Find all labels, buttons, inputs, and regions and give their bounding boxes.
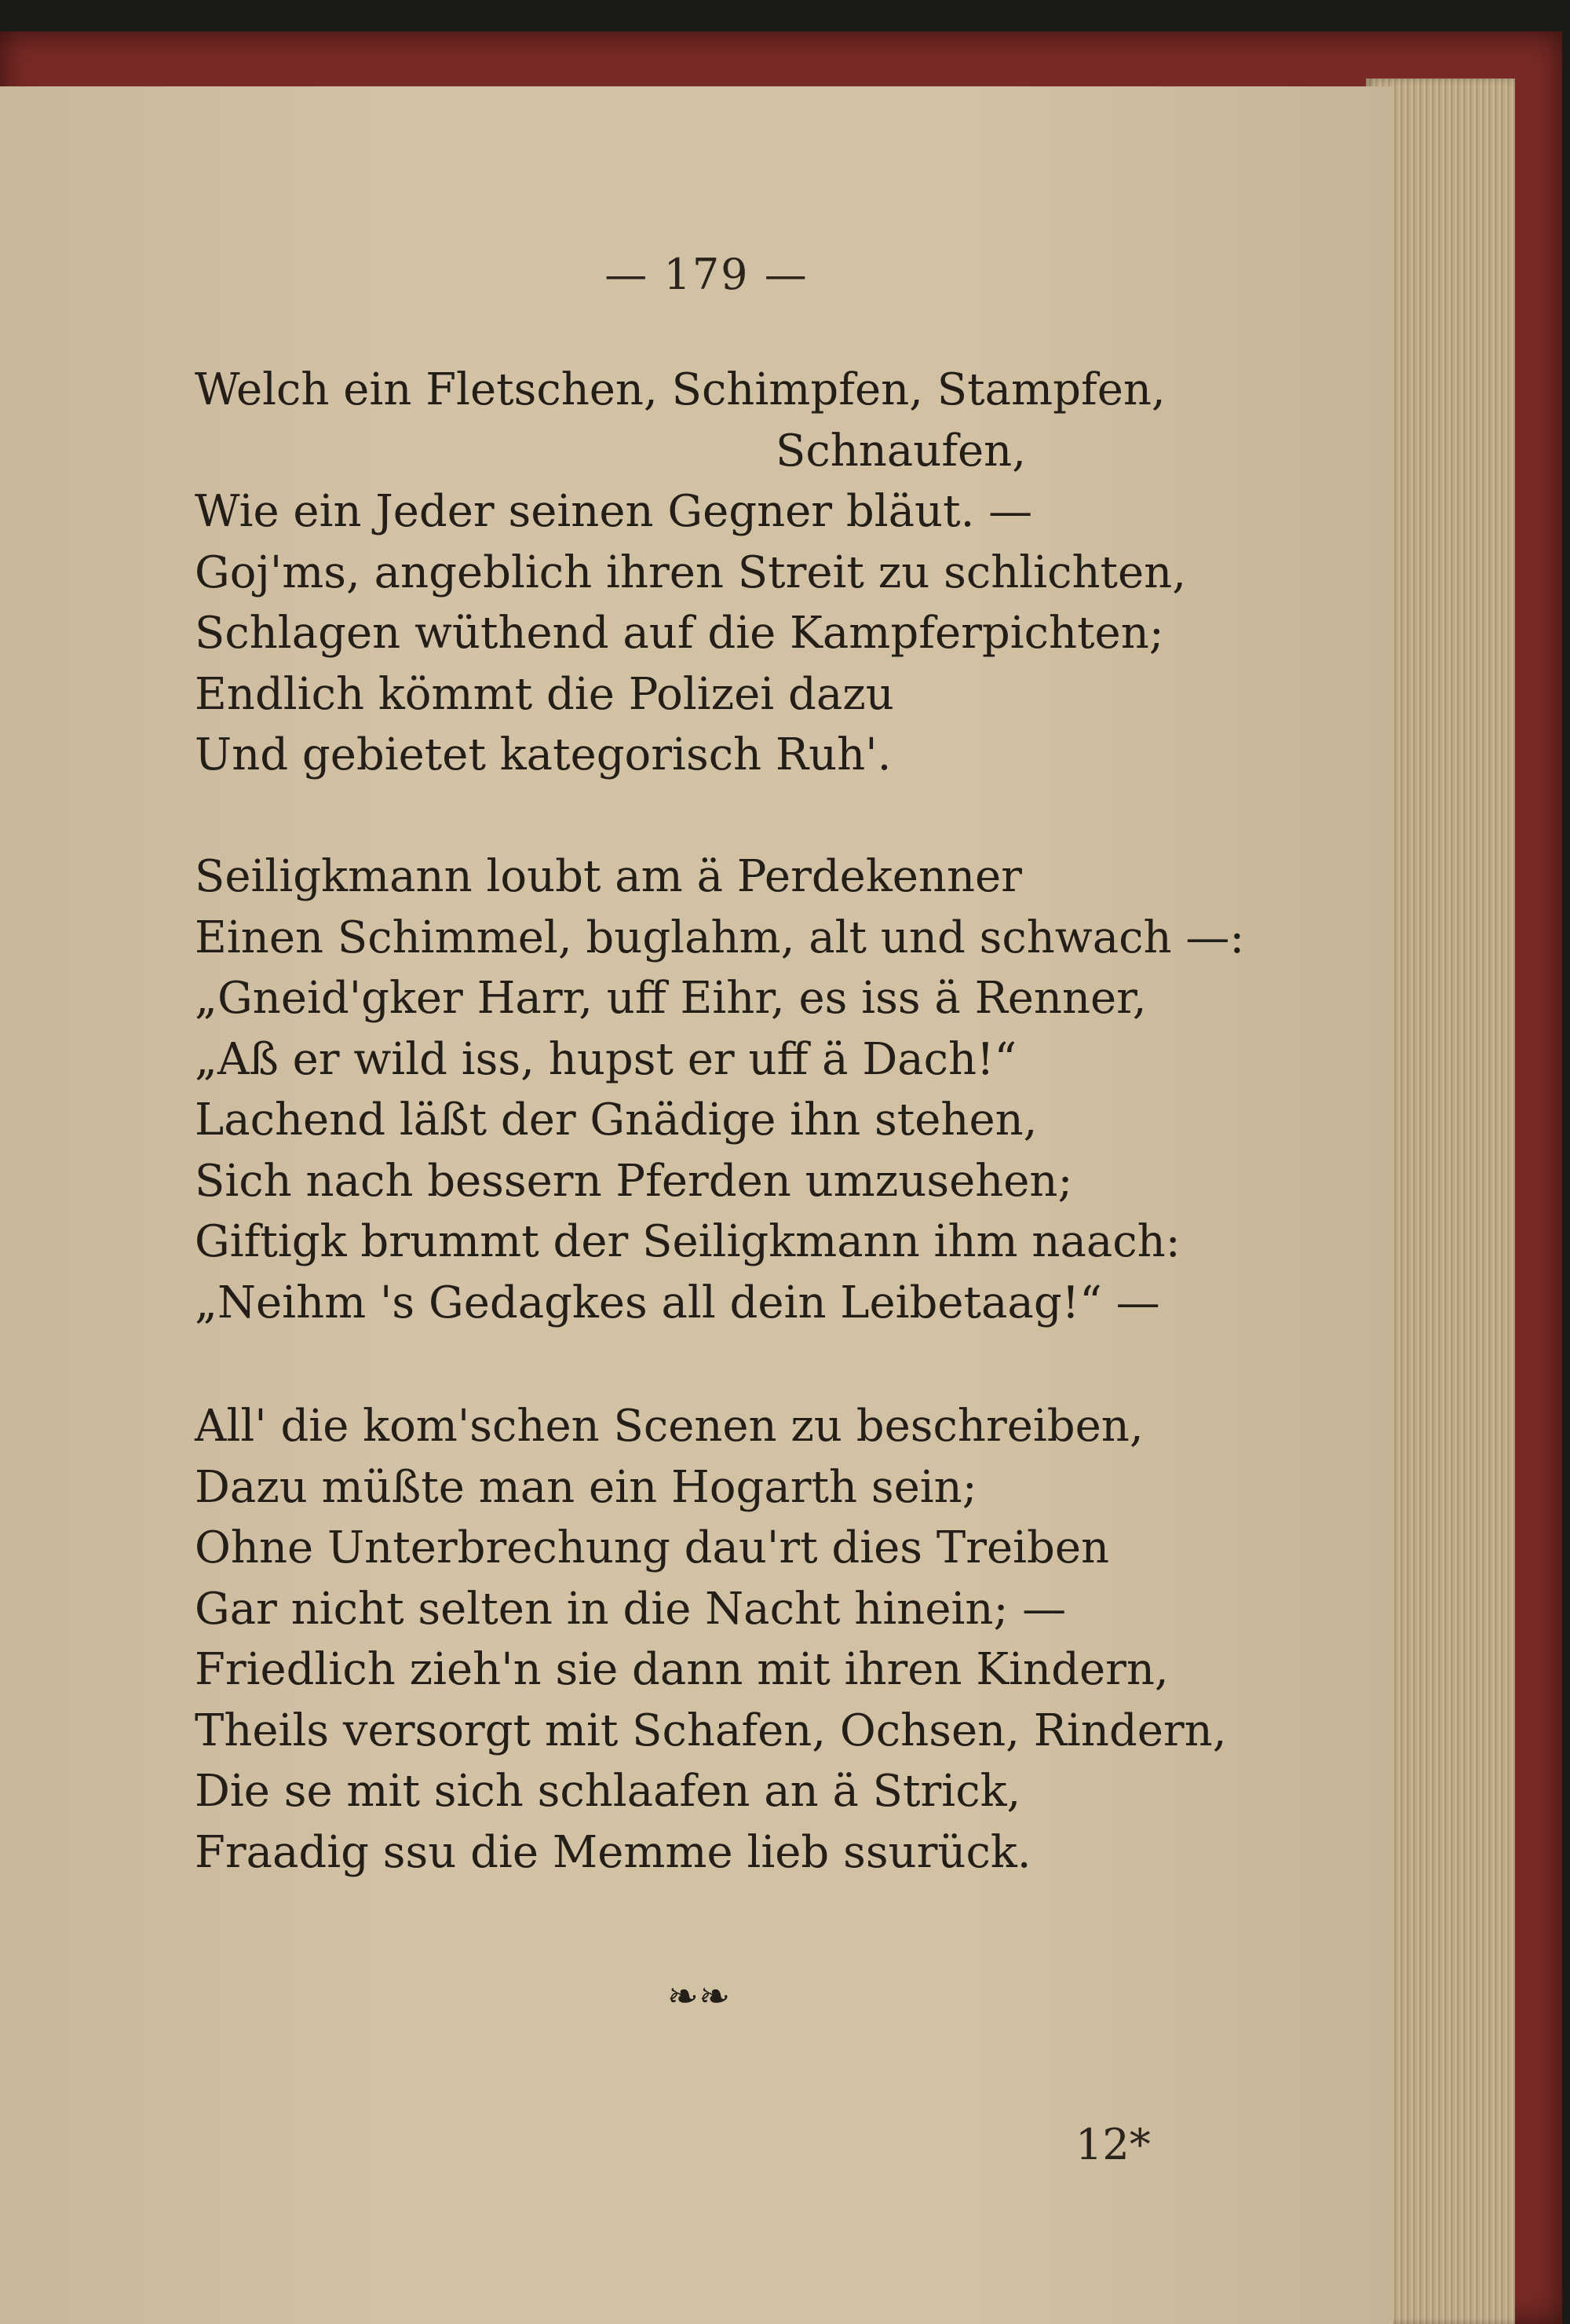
signature-mark: 12* — [1075, 2120, 1151, 2169]
verse-line: Seiligkmann loubt am ä Perdekenner — [195, 851, 1022, 902]
fleuron-ornament: ❧❧ — [666, 1975, 731, 2019]
verse-line: Wie ein Jeder seinen Gegner bläut. — — [195, 486, 1033, 537]
verse-line: „Neihm 's Gedagkes all dein Leibetaag!“ — — [195, 1277, 1160, 1328]
verse-line: Sich nach bessern Pferden umzusehen; — [195, 1155, 1073, 1207]
stanza-1 — [195, 360, 1186, 786]
verse-line: Lachend läßt der Gnädige ihn stehen, — [195, 1094, 1038, 1146]
verse-line: „Gneid'gker Harr, uff Eihr, es iss ä Renner, — [195, 973, 1147, 1024]
verse-line: Fraadig ssu die Memme lieb ssurück. — [195, 1826, 1031, 1878]
verse-line: Endlich kömmt die Polizei dazu — [195, 668, 894, 720]
verse-line: Die se mit sich schlaafen an ä Strick, — [195, 1766, 1021, 1817]
stanza-3 — [195, 1396, 1227, 1883]
verse-line: All' die kom'schen Scenen zu beschreiben, — [195, 1401, 1144, 1452]
verse-line: Schlagen wüthend auf die Kampferpichten; — [195, 608, 1164, 659]
verse-line: Ohne Unterbrechung dau'rt dies Treiben — [195, 1522, 1110, 1573]
verse-line: Schnaufen, — [776, 425, 1027, 477]
verse-line: Einen Schimmel, buglahm, alt und schwach —: — [195, 912, 1245, 963]
verse-line: Giftigk brummt der Seiligkmann ihm naach: — [195, 1216, 1181, 1267]
verse-line: Goj'ms, angeblich ihren Streit zu schlichten, — [195, 546, 1187, 598]
verse-line: Theils versorgt mit Schafen, Ochsen, Rindern, — [195, 1705, 1227, 1756]
verse-line: Gar nicht selten in die Nacht hinein; — — [195, 1583, 1067, 1635]
verse-line: Und gebietet kategorisch Ruh'. — [195, 729, 892, 780]
page-number: — 179 — — [604, 250, 809, 299]
verse-line: Welch ein Fletschen, Schimpfen, Stampfen, — [195, 364, 1166, 415]
verse-line: „Aß er wild iss, hupst er uff ä Dach!“ — [195, 1033, 1017, 1085]
verse-line: Dazu müßte man ein Hogarth sein; — [195, 1461, 977, 1513]
verse-line: Friedlich zieh'n sie dann mit ihren Kindern, — [195, 1644, 1169, 1695]
stanza-2 — [195, 846, 1244, 1333]
